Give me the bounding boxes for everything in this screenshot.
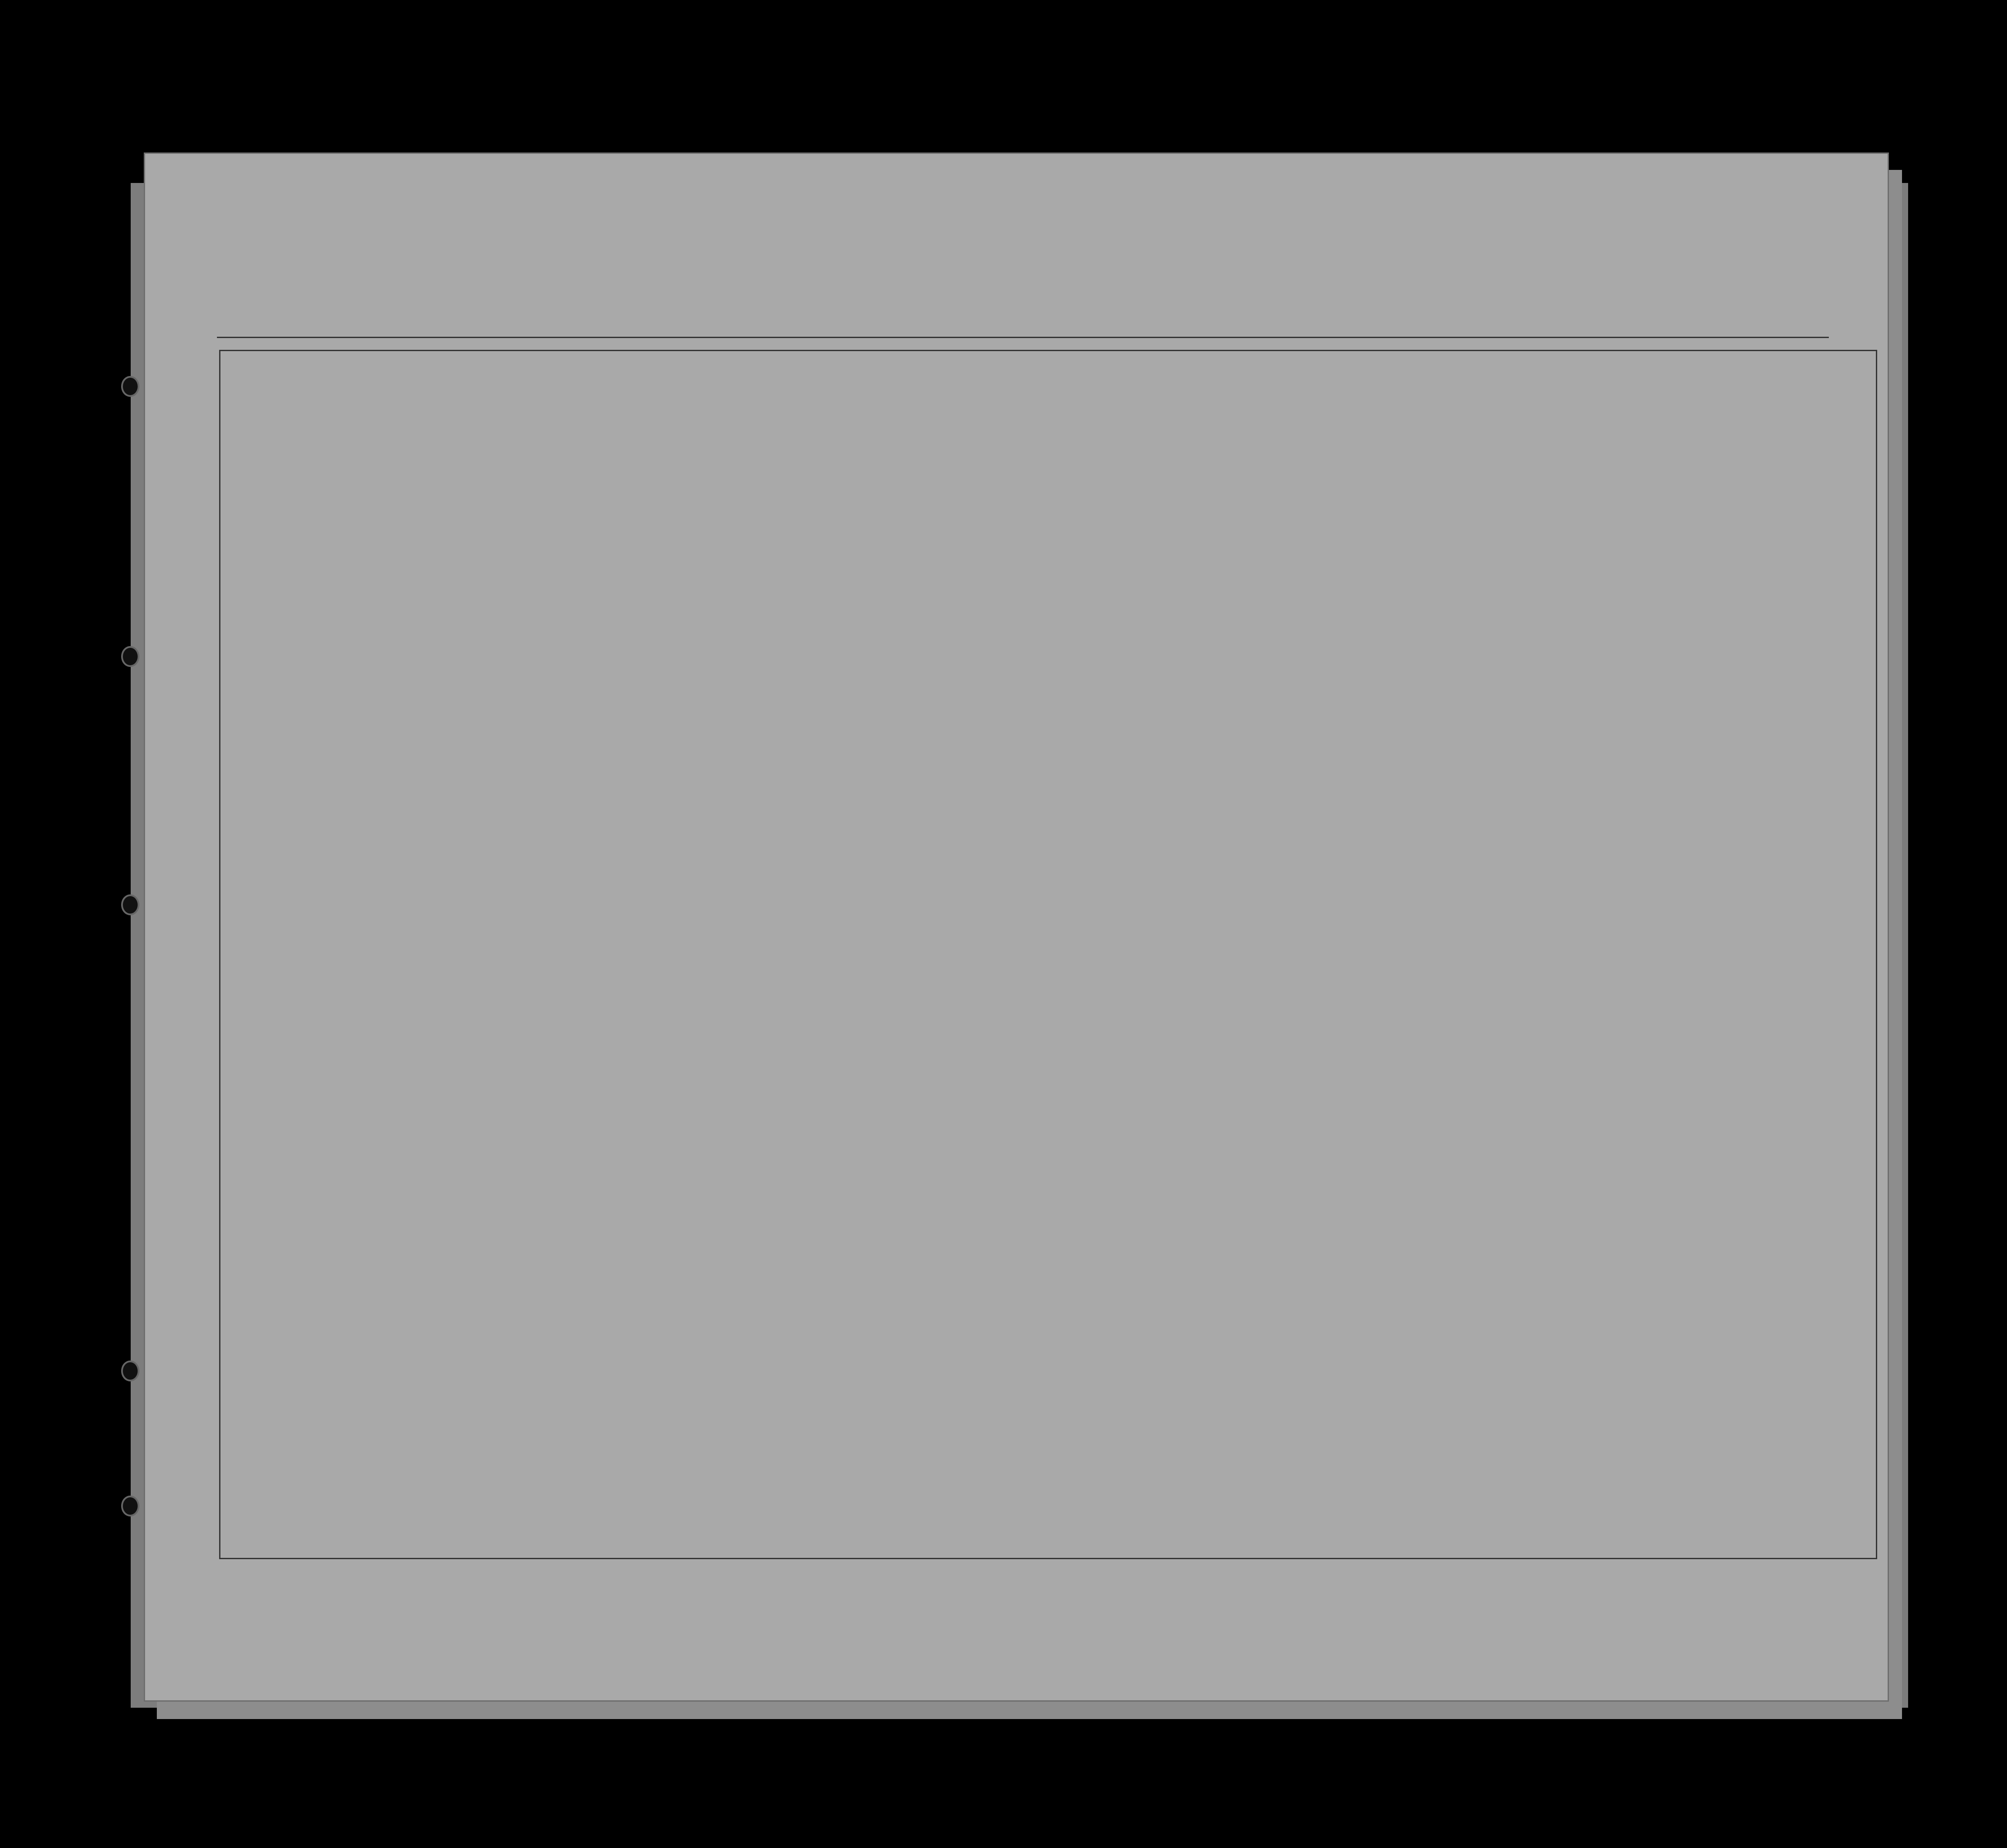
manifest-sheet [144,152,1889,1702]
punch-hole [121,1361,139,1381]
punch-hole [121,646,139,667]
arrival-line [217,306,1829,338]
manifest-table [219,350,1877,1559]
punch-hole [121,376,139,397]
punch-hole [121,1496,139,1516]
punch-hole [121,894,139,915]
